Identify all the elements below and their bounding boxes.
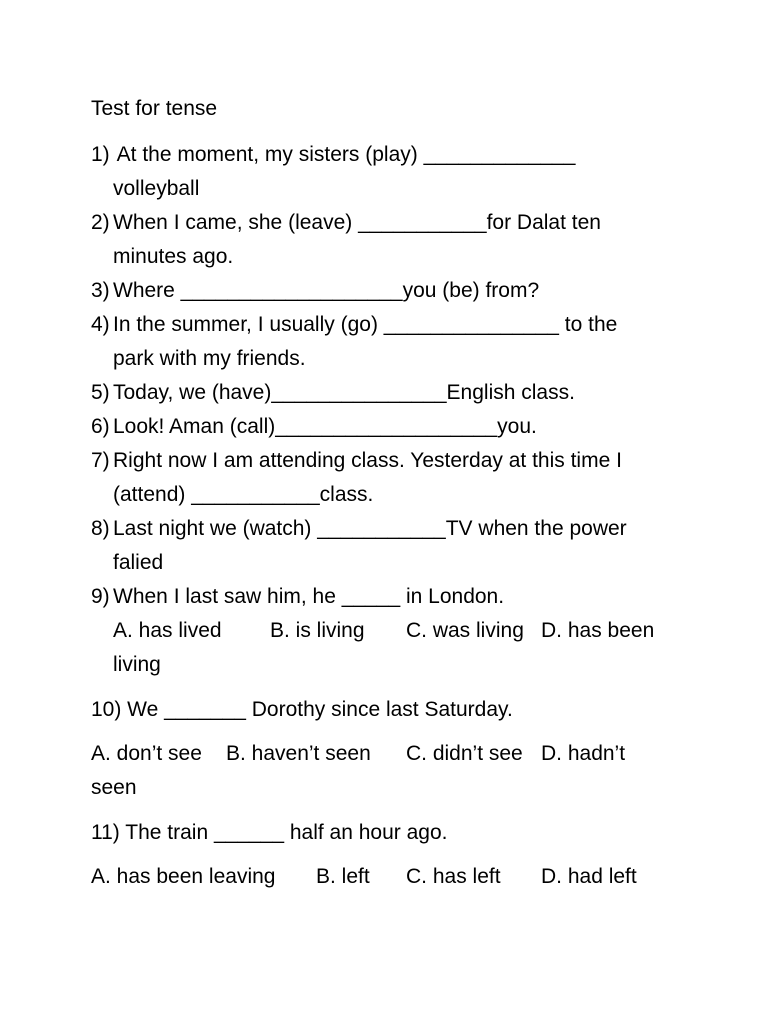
question-7-text: Right now I am attending class. Yesterday at this time I [113, 449, 622, 472]
question-11-option-b: B. left [316, 865, 370, 888]
question-4-text: In the summer, I usually (go) _______________ to the [113, 313, 618, 336]
question-3-text: Where ___________________you (be) from? [113, 279, 540, 302]
question-2-number: 2) [91, 211, 110, 234]
question-10-option-b: B. haven’t seen [226, 742, 371, 765]
question-2-text-cont: minutes ago. [113, 245, 234, 268]
question-10-text: 10) We _______ Dorothy since last Saturday. [91, 698, 513, 721]
question-10-option-c: C. didn’t see [406, 742, 523, 765]
question-6-number: 6) [91, 415, 110, 438]
question-9-number: 9) [91, 585, 110, 608]
question-9-option-a: A. has lived [113, 619, 222, 642]
page-title: Test for tense [91, 97, 218, 120]
question-1-text-cont: volleyball [113, 177, 200, 200]
question-8-number: 8) [91, 517, 110, 540]
question-5-number: 5) [91, 381, 110, 404]
question-7-number: 7) [91, 449, 110, 472]
question-1-text: At the moment, my sisters (play) _____________ [112, 143, 576, 166]
question-9-text: When I last saw him, he _____ in London. [113, 585, 505, 608]
question-11-option-c: C. has left [406, 865, 501, 888]
question-8-text: Last night we (watch) ___________TV when the power [113, 517, 627, 540]
question-10-option-a: A. don’t see [91, 742, 202, 765]
question-4-text-cont: park with my friends. [113, 347, 306, 370]
question-9-option-d-cont: living [113, 653, 161, 676]
question-10-option-d: D. hadn’t [541, 742, 626, 765]
question-3-number: 3) [91, 279, 110, 302]
question-11-option-a: A. has been leaving [91, 865, 276, 888]
question-9-option-d: D. has been [541, 619, 655, 642]
question-11-option-d: D. had left [541, 865, 637, 888]
question-6-text: Look! Aman (call)___________________you. [113, 415, 537, 438]
question-4-number: 4) [91, 313, 110, 336]
question-9-option-b: B. is living [270, 619, 365, 642]
question-5-text: Today, we (have)_______________English class. [113, 381, 575, 404]
question-9-option-c: C. was living [406, 619, 524, 642]
question-11-text: 11) The train ______ half an hour ago. [91, 821, 448, 844]
question-7-text-cont: (attend) ___________class. [113, 483, 374, 506]
question-8-text-cont: falied [113, 551, 164, 574]
question-2-text: When I came, she (leave) ___________for Dalat ten [113, 211, 601, 234]
question-1-number: 1) [91, 143, 110, 166]
question-10-option-d-cont: seen [91, 776, 137, 799]
